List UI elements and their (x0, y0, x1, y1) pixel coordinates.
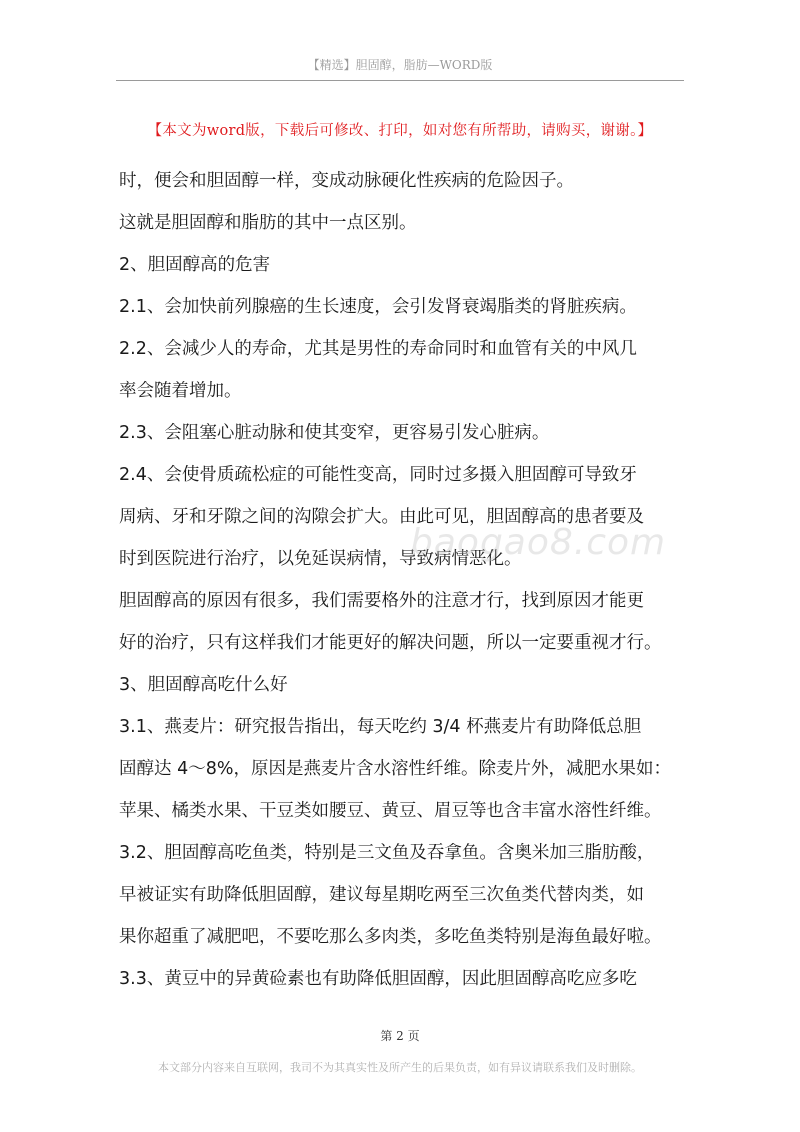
body-line: 果你超重了减肥吧，不要吃那么多肉类，多吃鱼类特别是海鱼最好啦。 (119, 927, 662, 947)
body-line: 率会随着增加。 (119, 381, 242, 401)
body-line: 周病、牙和牙隙之间的沟隙会扩大。由此可见，胆固醇高的患者要及 (119, 507, 644, 527)
download-notice: 【本文为word版，下载后可修改、打印，如对您有所帮助，请购买，谢谢。】 (147, 123, 653, 139)
page-number: 第 2 页 (380, 1029, 420, 1043)
footer-disclaimer: 本文部分内容来自互联网，我司不为其真实性及所产生的后果负责，如有异议请联系我们及时删除。 (158, 1061, 642, 1074)
body-line: 2.4、会使骨质疏松症的可能性变高，同时过多摄入胆固醇可导致牙 (119, 465, 637, 485)
body-line: 时，便会和胆固醇一样，变成动脉硬化性疾病的危险因子。 (119, 171, 574, 191)
body-line: 3.2、胆固醇高吃鱼类，特别是三文鱼及吞拿鱼。含奥米加三脂肪酸， (119, 843, 655, 863)
body-line: 好的治疗，只有这样我们才能更好的解决问题，所以一定要重视才行。 (119, 633, 662, 653)
body-line: 2.3、会阻塞心脏动脉和使其变窄，更容易引发心脏病。 (119, 423, 550, 443)
body-line: 苹果、橘类水果、干豆类如腰豆、黄豆、眉豆等也含丰富水溶性纤维。 (119, 801, 662, 821)
body-line: 2.1、会加快前列腺癌的生长速度，会引发肾衰竭脂类的肾脏疾病。 (119, 297, 637, 317)
body-line: 固醇达 4～8%，原因是燕麦片含水溶性纤维。除麦片外，减肥水果如： (119, 759, 671, 779)
body-line: 早被证实有助降低胆固醇，建议每星期吃两至三次鱼类代替肉类，如 (119, 885, 644, 905)
body-line: 2.2、会减少人的寿命，尤其是男性的寿命同时和血管有关的中风几 (119, 339, 637, 359)
document-body (119, 160, 687, 1000)
header-divider (116, 80, 684, 81)
body-line: 3.3、黄豆中的异黄硷素也有助降低胆固醇，因此胆固醇高吃应多吃 (119, 969, 637, 989)
body-line: 胆固醇高的原因有很多，我们需要格外的注意才行，找到原因才能更 (119, 591, 644, 611)
section-heading: 2、胆固醇高的危害 (119, 255, 271, 275)
section-heading: 3、胆固醇高吃什么好 (119, 675, 288, 695)
page-header: 【精选】胆固醇，脂肪—WORD版 (307, 58, 493, 72)
body-line: 3.1、燕麦片：研究报告指出，每天吃约 3/4 杯燕麦片有助降低总胆 (119, 717, 642, 737)
body-line: 时到医院进行治疗，以免延误病情，导致病情恶化。 (119, 549, 522, 569)
body-line: 这就是胆固醇和脂肪的其中一点区别。 (119, 213, 417, 233)
watermark: baogao8.com (410, 522, 667, 563)
